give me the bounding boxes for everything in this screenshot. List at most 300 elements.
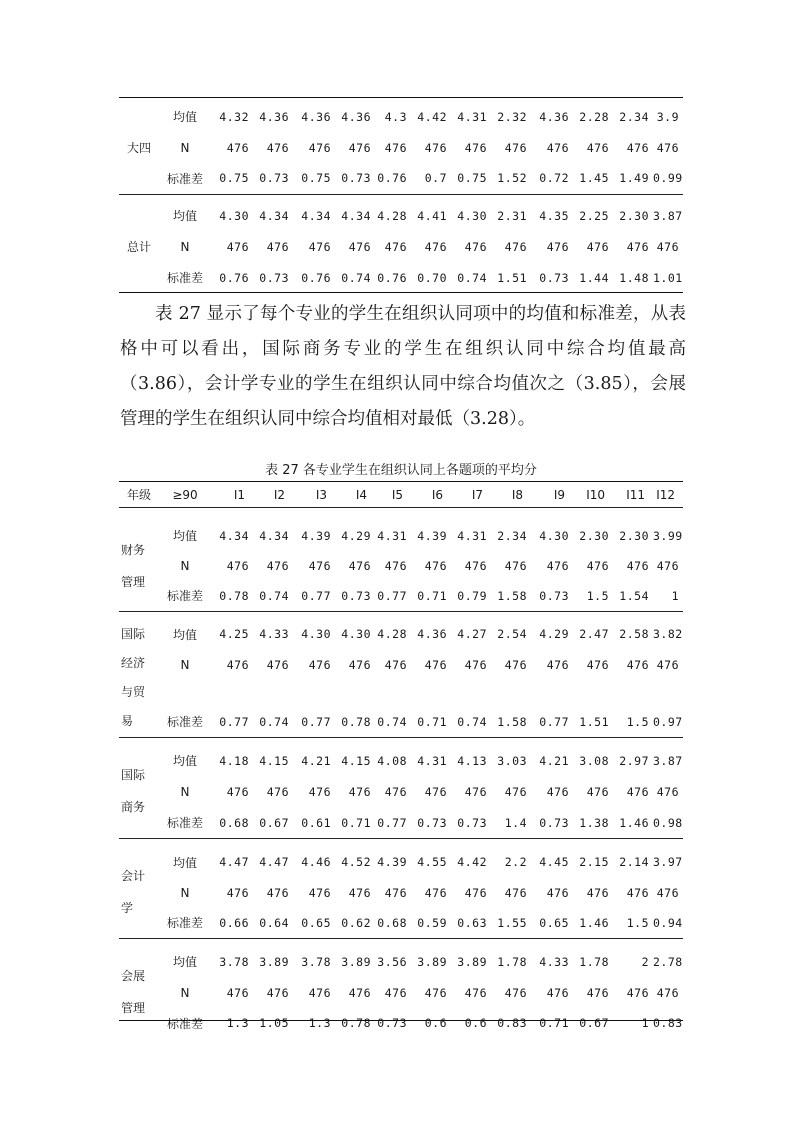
cell: 0.73 xyxy=(259,171,289,186)
cell: 4.42 xyxy=(457,855,487,869)
table-row xyxy=(119,619,683,649)
cell: 476 xyxy=(504,658,527,672)
cell: 1.01 xyxy=(653,270,683,285)
cell: 4.47 xyxy=(259,855,289,869)
group-label xyxy=(119,521,159,611)
cell: 476 xyxy=(586,239,609,254)
cell: 4.34 xyxy=(259,528,289,543)
cell: 476 xyxy=(504,785,527,799)
cell: 476 xyxy=(266,886,289,900)
cell: 0.73 xyxy=(341,588,371,603)
cell: 476 xyxy=(384,886,407,900)
cell: 0.73 xyxy=(377,1016,407,1030)
table-row xyxy=(119,200,683,231)
cell: 476 xyxy=(504,886,527,900)
cell: 4.36 xyxy=(301,109,331,124)
cell: 476 xyxy=(586,140,609,155)
cell: 4.35 xyxy=(539,208,569,223)
cell: 0.71 xyxy=(341,815,371,830)
table-row xyxy=(119,521,683,550)
cell: 0.73 xyxy=(539,588,569,603)
cell: 476 xyxy=(226,785,249,799)
cell: 0.77 xyxy=(377,815,407,830)
cell: 0.99 xyxy=(653,171,683,186)
cell: 2.78 xyxy=(653,954,683,969)
cell: 0.77 xyxy=(219,714,249,729)
cell: 476 xyxy=(384,140,407,155)
cell: 0.77 xyxy=(377,588,407,603)
cell: 2.54 xyxy=(497,627,527,641)
cell: 476 xyxy=(266,239,289,254)
body-paragraph: 表 27 显示了每个专业的学生在组织认同项中的均值和标准差，从表格中可以看出，国际商务专业的学生在组织认同中综合均值最高（3.86），会计学专业的学生在组织认同中综合均值次之（3.85），会展管理的学生在组织认同中综合均值相对最低（3.28）。 xyxy=(120,304,686,429)
cell: 4.45 xyxy=(539,855,569,869)
cell: 476 xyxy=(384,658,407,672)
group-label xyxy=(119,745,159,838)
group-label-line: 商务 xyxy=(121,800,146,815)
cell: 476 xyxy=(464,985,487,1000)
group-label-line: 与贸 xyxy=(121,684,146,699)
cell: 476 xyxy=(464,239,487,254)
cell: 476 xyxy=(266,658,289,672)
table-row xyxy=(119,977,683,1008)
cell: 4.33 xyxy=(259,627,289,641)
cell: 3.87 xyxy=(653,208,683,223)
stat-label: 均值 xyxy=(172,754,197,768)
cell: 476 xyxy=(504,985,527,1000)
cell: 4.30 xyxy=(341,627,371,641)
stat-label: N xyxy=(180,785,190,799)
cell: 0.74 xyxy=(341,270,371,285)
group-label-line: 财务 xyxy=(121,542,146,557)
cell: 476 xyxy=(656,985,679,1000)
header-col: I5 xyxy=(391,487,403,502)
cell: 476 xyxy=(656,886,679,900)
cell: 476 xyxy=(226,239,249,254)
cell: 0.6 xyxy=(464,1016,487,1030)
cell: 476 xyxy=(308,558,331,573)
cell: 476 xyxy=(586,985,609,1000)
cell: 4.36 xyxy=(259,109,289,124)
cell: 3.87 xyxy=(653,753,683,768)
cell: 476 xyxy=(384,558,407,573)
cell: 1.48 xyxy=(619,270,649,285)
table-row xyxy=(119,132,683,163)
cell: 476 xyxy=(348,985,371,1000)
cell: 476 xyxy=(348,658,371,672)
cell: 476 xyxy=(656,558,679,573)
cell: 476 xyxy=(308,658,331,672)
cell: 476 xyxy=(226,558,249,573)
cell: 476 xyxy=(308,985,331,1000)
cell: 476 xyxy=(308,785,331,799)
cell: 0.68 xyxy=(219,815,249,830)
cell: 0.63 xyxy=(457,915,487,930)
cell: 0.66 xyxy=(219,915,249,930)
cell: 0.74 xyxy=(259,714,289,729)
table-caption: 表 27 各专业学生在组织认同上各题项的平均分 xyxy=(265,463,537,478)
cell: 1.58 xyxy=(497,714,527,729)
table-row xyxy=(119,101,683,132)
stat-label: 标准差 xyxy=(166,1016,203,1031)
cell: 1.45 xyxy=(579,171,609,186)
cell: 0.75 xyxy=(219,171,249,186)
stat-label: 均值 xyxy=(172,209,197,223)
cell: 476 xyxy=(626,239,649,254)
cell: 4.30 xyxy=(219,208,249,223)
cell: 0.97 xyxy=(653,714,683,729)
cell: 2.34 xyxy=(497,528,527,543)
cell: 4.13 xyxy=(457,753,487,768)
cell: 0.83 xyxy=(653,1016,683,1030)
cell: 4.3 xyxy=(384,109,407,124)
group-label-line: 经济 xyxy=(121,655,146,670)
cell: 476 xyxy=(348,558,371,573)
cell: 3.78 xyxy=(301,954,331,969)
table-row xyxy=(119,550,683,581)
cell: 476 xyxy=(424,785,447,799)
cell: 476 xyxy=(464,658,487,672)
cell: 476 xyxy=(424,239,447,254)
header-col: I4 xyxy=(355,487,367,502)
cell: 0.67 xyxy=(259,815,289,830)
cell: 2.15 xyxy=(579,855,609,869)
table-row xyxy=(119,231,683,262)
stat-label: 标准差 xyxy=(166,589,203,604)
cell: 0.74 xyxy=(457,270,487,285)
cell: 4.52 xyxy=(341,855,371,869)
cell: 2.34 xyxy=(619,109,649,124)
table-row xyxy=(119,776,683,808)
cell: 4.21 xyxy=(539,753,569,768)
cell: 4.31 xyxy=(457,528,487,543)
cell: 476 xyxy=(424,985,447,1000)
cell: 2.58 xyxy=(619,627,649,641)
cell: 3.56 xyxy=(377,954,407,969)
table27 xyxy=(119,483,683,1038)
cell: 3.08 xyxy=(579,753,609,768)
table27-rule-bottom xyxy=(119,1020,683,1021)
cell: 4.36 xyxy=(539,109,569,124)
cell: 476 xyxy=(626,658,649,672)
cell: 0.78 xyxy=(219,588,249,603)
cell: 0.71 xyxy=(539,1016,569,1030)
header-col: I10 xyxy=(586,487,605,502)
cell: 476 xyxy=(464,558,487,573)
cell: 4.55 xyxy=(417,855,447,869)
cell: 4.30 xyxy=(457,208,487,223)
stat-label: 标准差 xyxy=(166,816,203,831)
cell: 3.99 xyxy=(653,528,683,543)
cell: 476 xyxy=(464,785,487,799)
group-label-line: 国际 xyxy=(121,626,146,641)
cell: 4.33 xyxy=(539,954,569,969)
cell: 1.4 xyxy=(504,815,527,830)
cell: 4.28 xyxy=(377,208,407,223)
cell: 2 xyxy=(641,954,649,969)
cell: 2.30 xyxy=(619,528,649,543)
cell: 476 xyxy=(586,658,609,672)
group-label: 总计 xyxy=(126,240,151,254)
cell: 4.34 xyxy=(301,208,331,223)
cell: 1.5 xyxy=(626,915,649,930)
cell: 476 xyxy=(308,140,331,155)
table-row xyxy=(119,707,683,737)
cell: 0.62 xyxy=(341,915,371,930)
cell: 3.78 xyxy=(219,954,249,969)
cell: 476 xyxy=(626,886,649,900)
group-label-line: 管理 xyxy=(121,574,146,589)
cell: 0.73 xyxy=(259,270,289,285)
stat-label: N xyxy=(180,658,190,672)
cell: 476 xyxy=(656,140,679,155)
cell: 476 xyxy=(226,658,249,672)
cell: 4.27 xyxy=(457,627,487,641)
cell: 4.15 xyxy=(259,753,289,768)
cell: 2.25 xyxy=(579,208,609,223)
cell: 4.36 xyxy=(417,627,447,641)
cell: 476 xyxy=(504,239,527,254)
cell: 1.05 xyxy=(259,1016,289,1030)
cell: 476 xyxy=(546,658,569,672)
cell: 476 xyxy=(424,140,447,155)
header-col: I9 xyxy=(553,487,565,502)
cell: 476 xyxy=(626,558,649,573)
cell: 0.72 xyxy=(539,171,569,186)
group-label: 大四 xyxy=(126,140,151,155)
stat-label: 均值 xyxy=(172,627,197,642)
cell: 3.89 xyxy=(259,954,289,969)
group-label-line: 会展 xyxy=(121,969,146,983)
cell: 4.21 xyxy=(301,753,331,768)
cell: 0.65 xyxy=(301,915,331,930)
cell: 4.39 xyxy=(417,528,447,543)
stat-label: 标准差 xyxy=(166,171,203,186)
group-label-line: 学 xyxy=(121,900,134,915)
cell: 0.76 xyxy=(377,171,407,186)
cell: 476 xyxy=(266,785,289,799)
cell: 4.18 xyxy=(219,753,249,768)
cell: 1.55 xyxy=(497,915,527,930)
top-table-rule-top xyxy=(119,97,683,98)
cell: 1.49 xyxy=(619,171,649,186)
header-stat: ≥90 xyxy=(172,487,198,502)
cell: 2.32 xyxy=(497,109,527,124)
cell: 2.28 xyxy=(579,109,609,124)
header-col: I3 xyxy=(315,487,327,502)
cell: 0.61 xyxy=(301,815,331,830)
cell: 476 xyxy=(626,785,649,799)
cell: 2.47 xyxy=(579,627,609,641)
table-row xyxy=(119,649,683,681)
group-label-line: 易 xyxy=(121,713,134,728)
cell: 0.71 xyxy=(417,714,447,729)
cell: 4.47 xyxy=(219,855,249,869)
cell: 1.44 xyxy=(579,270,609,285)
cell: 476 xyxy=(226,140,249,155)
table-header-row xyxy=(119,483,683,507)
cell: 476 xyxy=(226,886,249,900)
cell: 476 xyxy=(656,239,679,254)
cell: 4.15 xyxy=(341,753,371,768)
table-row xyxy=(119,846,683,878)
cell: 1.51 xyxy=(579,714,609,729)
cell: 476 xyxy=(266,140,289,155)
stat-label: 均值 xyxy=(172,529,197,543)
cell: 0.68 xyxy=(377,915,407,930)
group-label xyxy=(119,619,159,737)
cell: 2.97 xyxy=(619,753,649,768)
cell: 0.6 xyxy=(424,1016,447,1030)
cell: 476 xyxy=(424,886,447,900)
cell: 476 xyxy=(266,558,289,573)
cell: 476 xyxy=(586,558,609,573)
cell: 0.79 xyxy=(457,588,487,603)
cell: 476 xyxy=(546,140,569,155)
table27-rule-top xyxy=(119,481,683,482)
cell: 4.31 xyxy=(377,528,407,543)
cell: 3.9 xyxy=(656,109,679,124)
cell: 1.46 xyxy=(579,915,609,930)
group-label-line: 管理 xyxy=(121,1001,146,1015)
table-row xyxy=(119,946,683,977)
cell: 4.42 xyxy=(417,109,447,124)
table-row xyxy=(119,878,683,908)
cell: 2.30 xyxy=(579,528,609,543)
cell: 4.34 xyxy=(259,208,289,223)
cell: 4.29 xyxy=(539,627,569,641)
cell: 0.73 xyxy=(539,815,569,830)
cell: 1.3 xyxy=(226,1016,249,1030)
cell: 0.75 xyxy=(301,171,331,186)
cell: 4.34 xyxy=(219,528,249,543)
stat-label: N xyxy=(180,558,190,573)
cell: 3.89 xyxy=(457,954,487,969)
cell: 476 xyxy=(586,886,609,900)
cell: 3.82 xyxy=(653,627,683,641)
cell: 476 xyxy=(464,886,487,900)
stat-label: 均值 xyxy=(172,110,197,124)
cell: 2.14 xyxy=(619,855,649,869)
cell: 4.41 xyxy=(417,208,447,223)
cell: 0.59 xyxy=(417,915,447,930)
header-col: I6 xyxy=(431,487,443,502)
stat-label: 均值 xyxy=(172,855,197,870)
cell: 0.73 xyxy=(539,270,569,285)
cell: 476 xyxy=(266,985,289,1000)
cell: 3.89 xyxy=(417,954,447,969)
header-col: I7 xyxy=(471,487,483,502)
cell: 476 xyxy=(308,239,331,254)
cell: 4.39 xyxy=(377,855,407,869)
table-row xyxy=(119,581,683,611)
cell: 1 xyxy=(641,1016,649,1030)
cell: 0.74 xyxy=(457,714,487,729)
cell: 1.5 xyxy=(626,714,649,729)
cell: 476 xyxy=(586,785,609,799)
cell: 4.32 xyxy=(219,109,249,124)
cell: 0.75 xyxy=(457,171,487,186)
cell: 0.77 xyxy=(539,714,569,729)
cell: 4.31 xyxy=(457,109,487,124)
cell: 476 xyxy=(546,886,569,900)
cell: 4.30 xyxy=(539,528,569,543)
header-col: I8 xyxy=(511,487,523,502)
group-label-line: 会计 xyxy=(121,868,146,883)
table-row xyxy=(119,908,683,938)
cell: 476 xyxy=(384,785,407,799)
cell: 0.76 xyxy=(219,270,249,285)
cell: 0.70 xyxy=(417,270,447,285)
cell: 4.34 xyxy=(341,208,371,223)
cell: 0.98 xyxy=(653,815,683,830)
cell: 2.31 xyxy=(497,208,527,223)
cell: 0.78 xyxy=(341,714,371,729)
group-label-line: 国际 xyxy=(121,768,146,783)
group-label xyxy=(119,846,159,938)
cell: 476 xyxy=(546,239,569,254)
stat-label: N xyxy=(180,239,190,254)
stat-label: N xyxy=(180,985,190,1000)
stat-label: 标准差 xyxy=(166,271,203,285)
stat-label: 标准差 xyxy=(166,916,203,931)
cell: 4.25 xyxy=(219,627,249,641)
cell: 1.3 xyxy=(308,1016,331,1030)
table-row xyxy=(119,1008,683,1038)
cell: 0.67 xyxy=(579,1016,609,1030)
header-col: I11 xyxy=(626,487,645,502)
cell: 4.31 xyxy=(417,753,447,768)
cell: 0.77 xyxy=(301,588,331,603)
group-label xyxy=(119,946,159,1038)
cell: 476 xyxy=(424,658,447,672)
table-row xyxy=(119,163,683,194)
cell: 476 xyxy=(464,140,487,155)
cell: 1.52 xyxy=(497,171,527,186)
cell: 0.74 xyxy=(377,714,407,729)
cell: 476 xyxy=(504,140,527,155)
cell: 1.38 xyxy=(579,815,609,830)
stat-label: N xyxy=(180,886,190,900)
cell: 4.46 xyxy=(301,855,331,869)
cell: 476 xyxy=(546,785,569,799)
stat-label: N xyxy=(180,140,190,155)
cell: 4.29 xyxy=(341,528,371,543)
stat-label: 均值 xyxy=(172,955,197,969)
cell: 3.97 xyxy=(653,855,683,869)
table-row xyxy=(119,808,683,838)
cell: 476 xyxy=(308,886,331,900)
cell: 0.83 xyxy=(497,1016,527,1030)
header-col: I1 xyxy=(233,487,245,502)
cell: 476 xyxy=(384,985,407,1000)
cell: 0.73 xyxy=(341,171,371,186)
cell: 476 xyxy=(384,239,407,254)
top-table xyxy=(119,101,683,293)
cell: 476 xyxy=(348,239,371,254)
cell: 4.08 xyxy=(377,753,407,768)
cell: 476 xyxy=(348,140,371,155)
cell: 1.58 xyxy=(497,588,527,603)
cell: 0.76 xyxy=(301,270,331,285)
cell: 0.7 xyxy=(424,171,447,186)
cell: 1.78 xyxy=(579,954,609,969)
header-col: I12 xyxy=(656,487,675,502)
cell: 476 xyxy=(626,140,649,155)
table-row xyxy=(119,745,683,776)
cell: 476 xyxy=(226,985,249,1000)
cell: 0.76 xyxy=(377,270,407,285)
cell: 0.74 xyxy=(259,588,289,603)
